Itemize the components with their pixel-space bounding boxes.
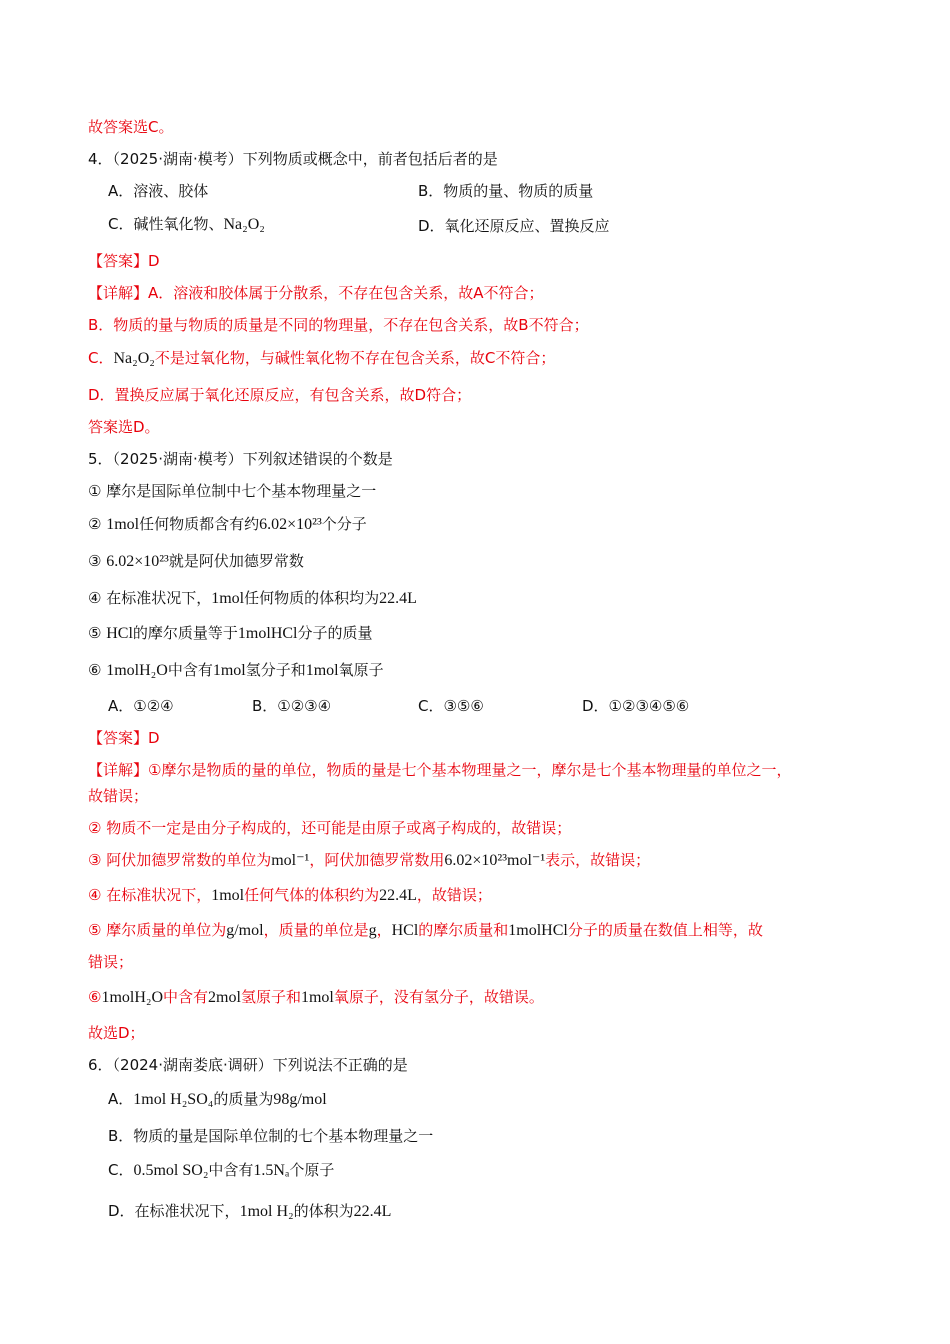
previous-answer: 故答案选C。 [88,118,174,136]
q6-option-c: C．0.5mol SO₂中含有1.5Nₐ个原子 [108,1161,335,1179]
q5-statement-3: ③ 6.02×10²³就是阿伏加德罗常数 [88,552,304,570]
question-source: （2025·湖南·模考） [112,450,243,468]
q6-option-d: D．在标准状况下，1mol H₂的体积为22.4L [108,1202,392,1220]
question-5-stem [88,449,393,469]
q5-detail-1a: 【详解】①摩尔是物质的量的单位，物质的量是七个基本物理量之一，摩尔是七个基本物理量的单位之一， [88,761,792,779]
q5-detail-5: ⑤ 摩尔质量的单位为g/mol，质量的单位是g，HCl的摩尔质量和1molHCl分子的质量在数值上相等，故 [88,921,763,939]
question-text: 下列物质或概念中，前者包括后者的是 [242,150,498,168]
q4-option-c: C．碱性氧化物、Na₂O₂ [108,215,265,233]
q5-detail-5b: 错误； [88,953,134,971]
q5-final: 故选D； [88,1024,145,1042]
question-source: （2024·湖南娄底·调研） [112,1056,273,1074]
q4-answer: 【答案】D [88,252,160,270]
q5-statement-2: ② 1mol任何物质都含有约6.02×10²³个分子 [88,515,367,533]
formula: Na₂O₂ [223,216,265,233]
q5-option-c: C．③⑤⑥ [418,697,484,715]
q5-statement-6: ⑥ 1molH₂O中含有1mol氢分子和1mol氧原子 [88,661,384,679]
q4-option-b: B．物质的量、物质的质量 [418,182,594,200]
q5-statement-1: ① 摩尔是国际单位制中七个基本物理量之一 [88,482,377,500]
q5-option-b: B．①②③④ [252,697,332,715]
question-number: 6． [88,1056,113,1074]
q5-detail-2: ② 物质不一定是由分子构成的，还可能是由原子或离子构成的，故错误； [88,819,572,837]
q5-detail-1b: 故错误； [88,787,149,805]
q4-option-d: D．氧化还原反应、置换反应 [418,217,610,235]
q4-detail-1: 【详解】A．溶液和胶体属于分散系，不存在包含关系，故A不符合； [88,284,544,302]
q5-detail-6: ⑥1molH₂O中含有2mol氢原子和1mol氧原子，没有氢分子，故错误。 [88,988,544,1006]
question-text: 下列叙述错误的个数是 [242,450,393,468]
q6-option-b: B．物质的量是国际单位制的七个基本物理量之一 [108,1127,434,1145]
q6-option-a: A．1mol H₂SO₄的质量为98g/mol [108,1090,327,1108]
q5-detail-3: ③ 阿伏加德罗常数的单位为mol⁻¹，阿伏加德罗常数用6.02×10²³mol⁻¹表示，故错误； [88,851,651,869]
q4-detail-4: D．置换反应属于氧化还原反应，有包含关系，故D符合； [88,386,472,404]
q4-final: 答案选D。 [88,418,160,436]
q4-detail-3: C．Na₂O₂不是过氧化物，与碱性氧化物不存在包含关系，故C不符合； [88,349,556,367]
q5-answer: 【答案】D [88,729,160,747]
question-number: 5． [88,450,113,468]
q5-statement-4: ④ 在标准状况下，1mol任何物质的体积均为22.4L [88,589,417,607]
question-6-stem [88,1055,408,1075]
q5-option-d: D．①②③④⑤⑥ [582,697,690,715]
q5-detail-4: ④ 在标准状况下，1mol任何气体的体积约为22.4L，故错误； [88,886,492,904]
formula: Na₂O₂ [113,350,155,367]
q4-detail-2: B．物质的量与物质的质量是不同的物理量，不存在包含关系，故B不符合； [88,316,589,334]
q5-option-a: A．①②④ [108,697,174,715]
question-4-stem [88,149,498,169]
question-text: 下列说法不正确的是 [272,1056,408,1074]
q4-option-a: A．溶液、胶体 [108,182,209,200]
question-source: （2025·湖南·模考） [112,150,243,168]
q5-statement-5: ⑤ HCl的摩尔质量等于1molHCl分子的质量 [88,624,373,642]
question-number: 4． [88,150,113,168]
